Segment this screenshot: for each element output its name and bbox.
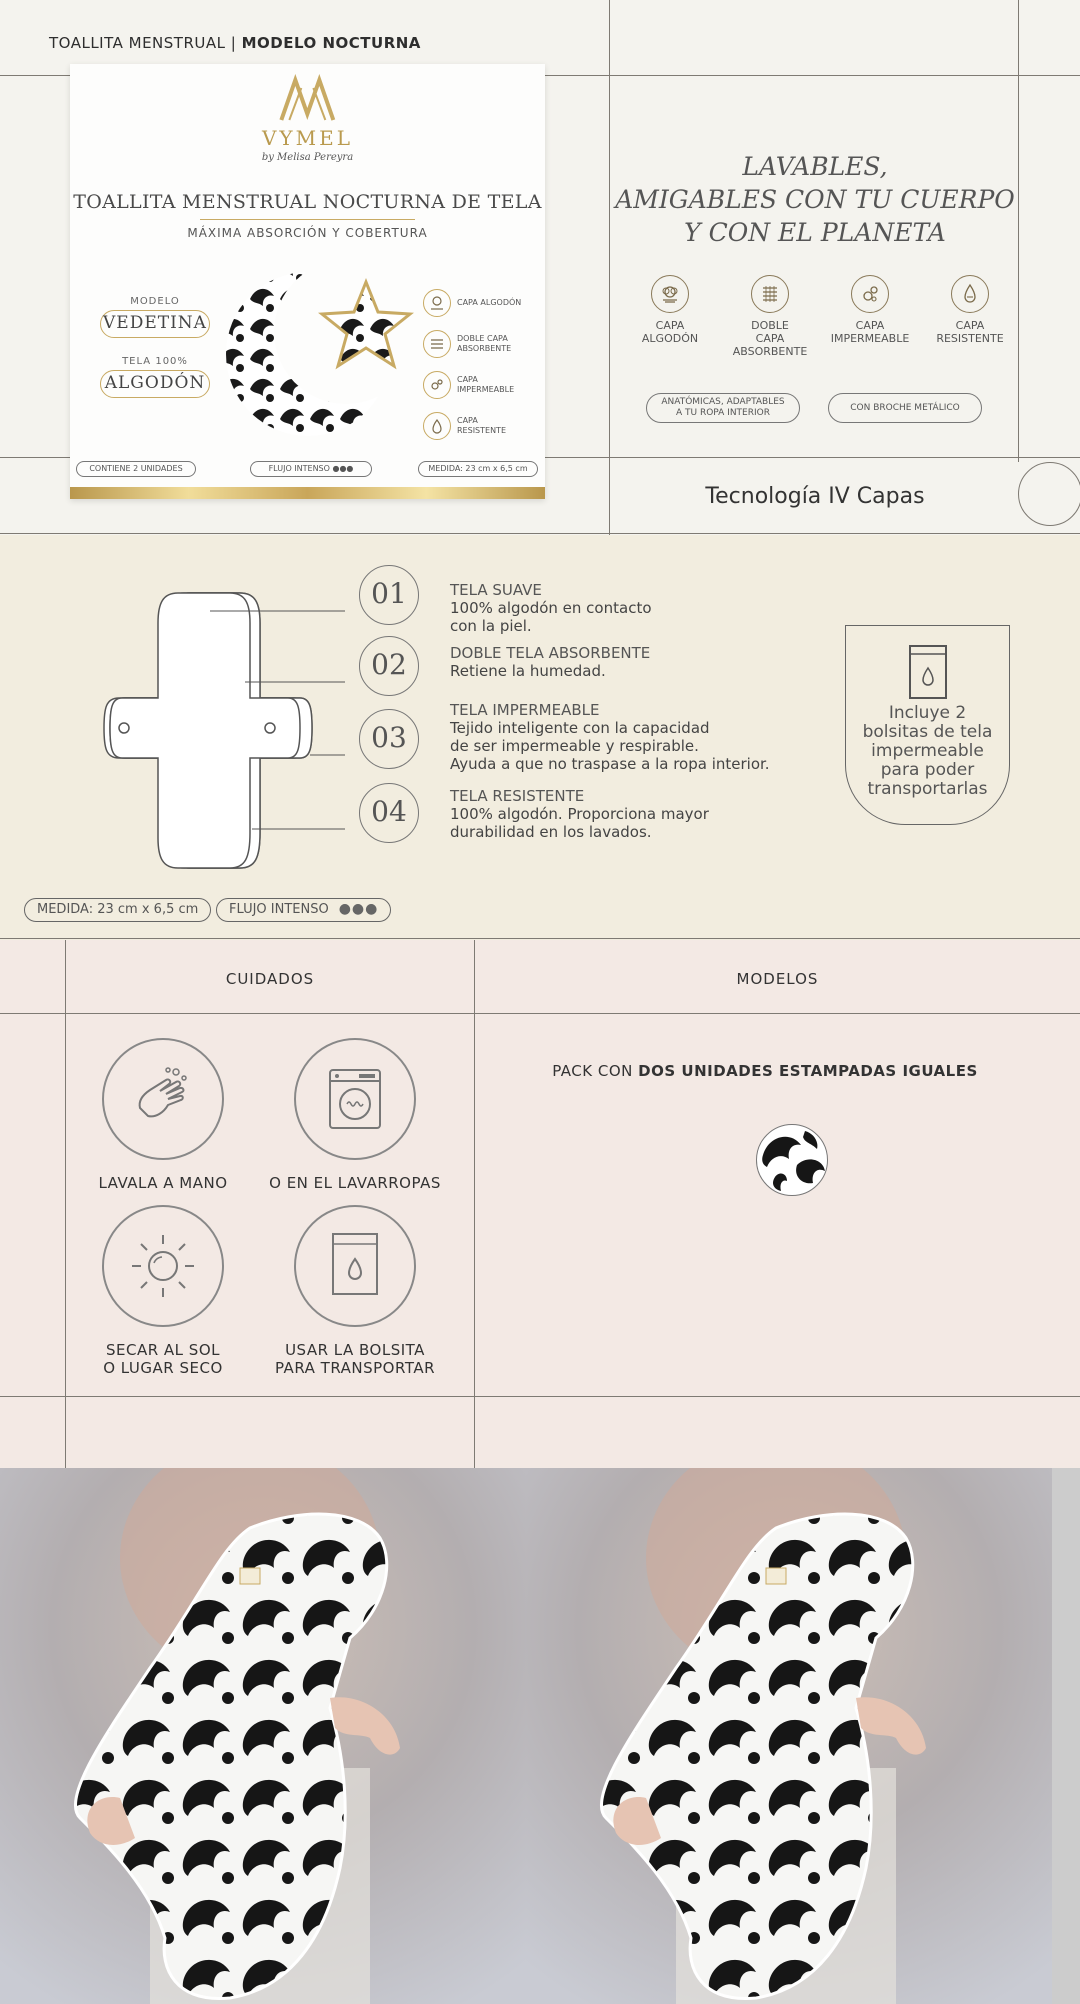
grid-line — [609, 0, 610, 535]
pack-description — [475, 1062, 1055, 1080]
package-title: TOALLITA MENSTRUAL NOCTURNA DE TELA — [73, 191, 542, 213]
layer-number: 03 — [359, 709, 419, 769]
layer-label: CAPA RESISTENTE — [936, 319, 1004, 345]
layer-number: 01 — [359, 565, 419, 625]
layer-item-waterproof — [820, 275, 920, 358]
care-item-sun-dry — [68, 1205, 258, 1377]
cotton-icon — [423, 289, 451, 317]
grid-line — [0, 1013, 1080, 1014]
print-swatch[interactable] — [756, 1124, 828, 1196]
care-section — [0, 940, 1080, 1468]
decorative-circle — [1018, 462, 1080, 526]
layer-item-cotton — [620, 275, 720, 358]
feature-label: CAPA IMPERMEABLE — [457, 375, 515, 394]
layer-title: TELA RESISTENTE — [450, 787, 585, 805]
brand-name: VYMEL — [261, 126, 353, 150]
product-photo — [526, 1468, 1052, 2004]
layer-line: de ser impermeable y respirable. — [450, 737, 699, 755]
package-feature-resistant — [423, 412, 527, 440]
package-subtitle: MÁXIMA ABSORCIÓN Y COBERTURA — [187, 226, 428, 240]
resistant-icon — [423, 412, 451, 440]
gold-stripe — [70, 487, 545, 499]
sun-icon — [102, 1205, 224, 1327]
grid-line — [0, 533, 1080, 534]
layer-description-1 — [450, 581, 652, 635]
layer-line: 100% algodón en contacto — [450, 599, 652, 617]
care-label: USAR LA BOLSITA PARA TRANSPORTAR — [274, 1341, 436, 1377]
crescent-moon-illustration — [218, 254, 418, 444]
anatomic-line: ANATÓMICAS, ADAPTABLES — [661, 397, 785, 407]
package-feature-absorbent — [423, 330, 527, 358]
layer-line: Ayuda a que no traspase a la ropa interior. — [450, 755, 770, 773]
brand-logo — [262, 74, 353, 163]
anatomic-pill — [646, 393, 800, 423]
care-item-pouch — [260, 1205, 450, 1377]
feature-label: CAPA ALGODÓN — [457, 298, 522, 307]
layer-icon-row — [620, 275, 1020, 358]
drops-icon: ●●● — [338, 901, 379, 917]
care-item-hand-wash — [68, 1038, 258, 1192]
model-value: VEDETINA — [100, 310, 210, 338]
hand-wash-icon — [102, 1038, 224, 1160]
flow-chip-label: FLUJO INTENSO — [268, 464, 330, 473]
layer-line: Tejido inteligente con la capacidad — [450, 719, 710, 737]
product-package — [70, 64, 545, 499]
title-underline — [200, 219, 415, 220]
feature-label: CAPA RESISTENTE — [457, 416, 506, 435]
top-section — [0, 0, 1080, 535]
flow-pill-label: FLUJO INTENSO — [229, 902, 329, 917]
brand-mark-icon — [278, 74, 338, 124]
pouch-text: Incluye 2 bolsitas de tela impermeable para poder transportarlas — [862, 703, 993, 799]
layer-line: con la piel. — [450, 617, 532, 635]
waterproof-icon — [851, 275, 889, 313]
layer-description-2 — [450, 644, 650, 680]
layer-title: TELA SUAVE — [450, 581, 542, 599]
resistant-icon — [951, 275, 989, 313]
brand-signature: by Melisa Pereyra — [261, 152, 354, 163]
tagline-line: LAVABLES, — [742, 152, 888, 181]
pouch-icon — [294, 1205, 416, 1327]
layer-item-resistant — [920, 275, 1020, 358]
tagline — [610, 150, 1020, 249]
washing-machine-icon — [294, 1038, 416, 1160]
layers-section — [0, 535, 1080, 940]
cotton-icon — [651, 275, 689, 313]
layer-description-3 — [450, 701, 770, 773]
snap-pill: CON BROCHE METÁLICO — [828, 393, 982, 423]
product-title — [49, 34, 421, 52]
grid-line — [474, 940, 475, 1468]
technology-heading: Tecnología IV Capas — [705, 484, 925, 509]
pack-prefix: PACK CON — [552, 1062, 633, 1080]
size-pill: MEDIDA: 23 cm x 6,5 cm — [24, 898, 211, 922]
layer-title: DOBLE TELA ABSORBENTE — [450, 644, 651, 662]
grid-line — [0, 1396, 1080, 1397]
tagline-line: Y CON EL PLANETA — [684, 218, 946, 247]
drops-icon: ●●● — [332, 464, 354, 473]
product-line: TOALLITA MENSTRUAL | — [49, 34, 237, 52]
care-label: O EN EL LAVARROPAS — [269, 1174, 441, 1192]
units-chip: CONTIENE 2 UNIDADES — [76, 461, 196, 477]
layer-line: durabilidad en los lavados. — [450, 823, 652, 841]
absorbent-icon — [751, 275, 789, 313]
fabric-value: ALGODÓN — [100, 370, 210, 398]
grid-line — [0, 938, 1080, 939]
pouch-badge — [845, 625, 1010, 825]
feature-label: DOBLE CAPA ABSORBENTE — [457, 334, 512, 353]
flow-chip — [250, 461, 372, 477]
layer-number: 02 — [359, 636, 419, 696]
layer-item-absorbent — [720, 275, 820, 358]
size-chip: MEDIDA: 23 cm x 6,5 cm — [418, 461, 538, 477]
waterproof-icon — [423, 371, 451, 399]
tagline-line: AMIGABLES CON TU CUERPO — [615, 185, 1015, 214]
product-photo — [0, 1468, 526, 2004]
photos-section — [0, 1468, 1080, 2004]
care-label: SECAR AL SOL O LUGAR SECO — [103, 1341, 223, 1377]
layer-line: Retiene la humedad. — [450, 662, 606, 680]
fabric-label: TELA 100% — [122, 356, 188, 367]
layer-description-4 — [450, 787, 709, 841]
pack-highlight: DOS UNIDADES ESTAMPADAS IGUALES — [638, 1062, 978, 1080]
care-item-washing-machine — [260, 1038, 450, 1192]
care-heading: CUIDADOS — [225, 970, 315, 988]
flow-pill — [216, 898, 391, 922]
absorbent-icon — [423, 330, 451, 358]
pad-layers-illustration — [100, 583, 380, 883]
pouch-icon — [908, 644, 948, 700]
package-feature-cotton — [423, 289, 527, 317]
models-heading: MODELOS — [736, 970, 819, 988]
product-model: MODELO NOCTURNA — [241, 34, 421, 52]
layer-title: TELA IMPERMEABLE — [450, 701, 600, 719]
layer-label: DOBLE CAPA ABSORBENTE — [732, 319, 808, 358]
care-label: LAVALA A MANO — [98, 1174, 228, 1192]
model-label: MODELO — [130, 296, 180, 307]
package-feature-waterproof — [423, 371, 527, 399]
layer-number: 04 — [359, 783, 419, 843]
anatomic-line: A TU ROPA INTERIOR — [676, 408, 770, 418]
layer-label: CAPA IMPERMEABLE — [830, 319, 910, 345]
grid-line — [65, 940, 66, 1468]
layer-line: 100% algodón. Proporciona mayor — [450, 805, 709, 823]
layer-label: CAPA ALGODÓN — [641, 319, 699, 345]
